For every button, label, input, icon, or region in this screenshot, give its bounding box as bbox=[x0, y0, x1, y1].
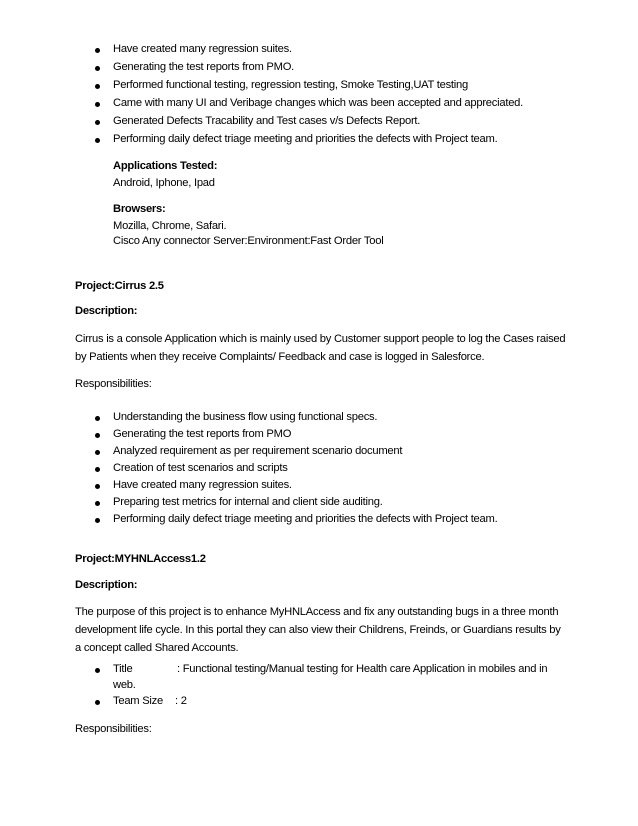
bullet-icon bbox=[95, 668, 100, 673]
responsibilities-heading: Responsibilities: bbox=[75, 378, 152, 390]
description-line: The purpose of this project is to enhance MyHNLAccess and fix any outstanding bugs in a three month bbox=[75, 606, 559, 618]
title-label: Title bbox=[113, 663, 133, 675]
description-heading: Description: bbox=[75, 305, 138, 317]
bullet-icon bbox=[95, 102, 100, 107]
project-title: Project:MYHNLAccess1.2 bbox=[75, 553, 206, 565]
project-title: Project:Cirrus 2.5 bbox=[75, 280, 164, 292]
list-item: Performed functional testing, regression testing, Smoke Testing,UAT testing bbox=[113, 79, 468, 91]
browsers-heading: Browsers: bbox=[113, 203, 166, 215]
bullet-icon bbox=[95, 66, 100, 71]
applications-heading: Applications Tested: bbox=[113, 160, 218, 172]
description-heading: Description: bbox=[75, 579, 138, 591]
bullet-icon bbox=[95, 433, 100, 438]
bullet-icon bbox=[95, 138, 100, 143]
browsers-value: Mozilla, Chrome, Safari. bbox=[113, 220, 227, 232]
description-line: by Patients when they receive Complaints/ Feedback and case is logged in Salesforce. bbox=[75, 351, 485, 363]
description-line: Cirrus is a console Application which is mainly used by Customer support people to log the Cases raised bbox=[75, 333, 566, 345]
list-item: Came with many UI and Veribage changes which was been accepted and appreciated. bbox=[113, 97, 523, 109]
bullet-icon bbox=[95, 120, 100, 125]
description-line: development life cycle. In this portal they can also view their Childrens, Freinds, or Guardians results by bbox=[75, 624, 561, 636]
bullet-icon bbox=[95, 484, 100, 489]
bullet-icon bbox=[95, 467, 100, 472]
bullet-icon bbox=[95, 450, 100, 455]
list-item: Preparing test metrics for internal and client side auditing. bbox=[113, 496, 383, 508]
list-item: Have created many regression suites. bbox=[113, 43, 292, 55]
team-size-label: Team Size bbox=[113, 695, 163, 707]
list-item: Performing daily defect triage meeting and priorities the defects with Project team. bbox=[113, 133, 498, 145]
bullet-icon bbox=[95, 416, 100, 421]
bullet-icon bbox=[95, 501, 100, 506]
environment-value: Cisco Any connector Server:Environment:Fast Order Tool bbox=[113, 235, 384, 247]
title-value: : Functional testing/Manual testing for Health care Application in mobiles and in bbox=[177, 663, 548, 675]
list-item: Understanding the business flow using functional specs. bbox=[113, 411, 378, 423]
team-size-value: : 2 bbox=[175, 695, 187, 707]
title-value-continued: web. bbox=[113, 679, 136, 691]
list-item: Generating the test reports from PMO. bbox=[113, 61, 295, 73]
list-item: Generated Defects Tracability and Test cases v/s Defects Report. bbox=[113, 115, 421, 127]
applications-value: Android, Iphone, Ipad bbox=[113, 177, 215, 189]
bullet-icon bbox=[95, 48, 100, 53]
list-item: Have created many regression suites. bbox=[113, 479, 292, 491]
list-item: Creation of test scenarios and scripts bbox=[113, 462, 288, 474]
description-line: a concept called Shared Accounts. bbox=[75, 642, 239, 654]
responsibilities-heading: Responsibilities: bbox=[75, 723, 152, 735]
list-item: Generating the test reports from PMO bbox=[113, 428, 292, 440]
list-item: Analyzed requirement as per requirement scenario document bbox=[113, 445, 403, 457]
bullet-icon bbox=[95, 518, 100, 523]
bullet-icon bbox=[95, 700, 100, 705]
bullet-icon bbox=[95, 84, 100, 89]
list-item: Performing daily defect triage meeting and priorities the defects with Project team. bbox=[113, 513, 498, 525]
